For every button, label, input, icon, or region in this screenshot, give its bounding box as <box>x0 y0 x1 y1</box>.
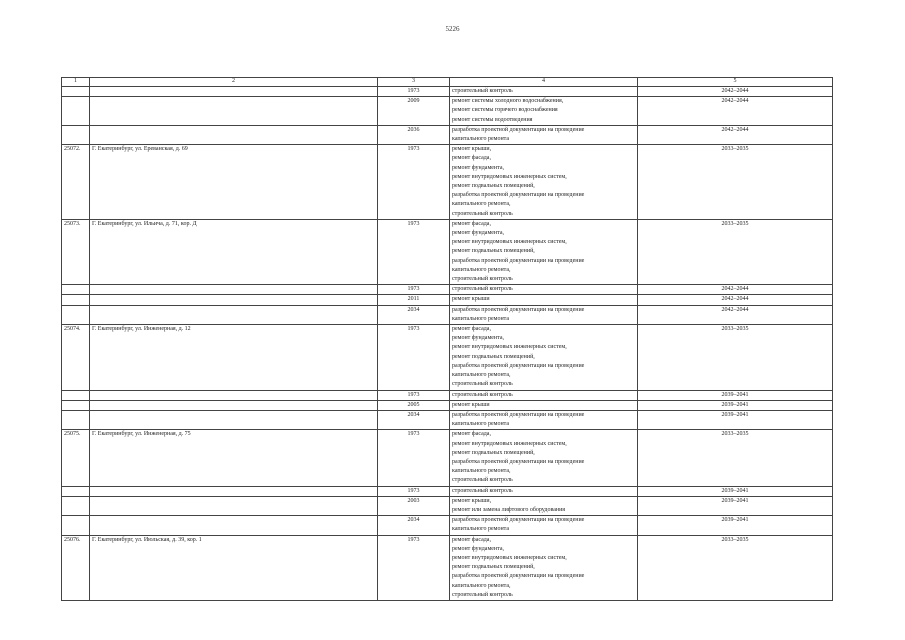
table-row-continuation <box>62 125 833 144</box>
header-cell-period: 5 <box>638 78 833 87</box>
table-row-building <box>62 219 833 284</box>
table-body <box>62 87 833 601</box>
table-row-continuation <box>62 390 833 400</box>
address-cell: Г. Екатеринбург, ул. Ереванская, д. 69 <box>90 145 378 220</box>
work-type-cell: ремонт крыши <box>450 400 638 410</box>
row-number-cell <box>62 390 90 400</box>
row-number-cell <box>62 516 90 535</box>
table-row-building <box>62 145 833 220</box>
year-cell: 2034 <box>378 305 450 324</box>
work-type-cell: ремонт системы холодного водоснабжения, ремонт системы горячего водоснабжения ремонт системы водоотведения <box>450 97 638 126</box>
year-cell: 2005 <box>378 400 450 410</box>
header-cell-year: 3 <box>378 78 450 87</box>
year-cell: 2034 <box>378 516 450 535</box>
table-row-continuation <box>62 496 833 515</box>
year-cell: 2003 <box>378 496 450 515</box>
period-cell: 2039–2041 <box>638 410 833 429</box>
row-number-cell <box>62 125 90 144</box>
row-number-cell: 25072. <box>62 145 90 220</box>
row-number-cell <box>62 410 90 429</box>
table-row-continuation <box>62 486 833 496</box>
year-cell: 1973 <box>378 430 450 486</box>
work-type-cell: разработка проектной документации на проведение капитального ремонта <box>450 516 638 535</box>
year-cell: 1973 <box>378 535 450 600</box>
period-cell: 2033–2035 <box>638 145 833 220</box>
address-cell <box>90 97 378 126</box>
work-type-cell: разработка проектной документации на проведение капитального ремонта <box>450 410 638 429</box>
header-cell-address: 2 <box>90 78 378 87</box>
work-type-cell: строительный контроль <box>450 87 638 97</box>
table-row-continuation <box>62 97 833 126</box>
table-row-continuation <box>62 305 833 324</box>
period-cell: 2042–2044 <box>638 295 833 305</box>
work-type-cell: ремонт крыши, ремонт фасада, ремонт фундамента, ремонт внутридомовых инженерных систем, ремонт подвальных помещений, разработка проектной документации на проведение капитального ремонта, строительный контроль <box>450 145 638 220</box>
repair-schedule-table <box>61 77 833 601</box>
year-cell: 2009 <box>378 97 450 126</box>
address-cell <box>90 305 378 324</box>
address-cell <box>90 295 378 305</box>
table-row-continuation <box>62 400 833 410</box>
header-cell-work: 4 <box>450 78 638 87</box>
address-cell <box>90 410 378 429</box>
period-cell: 2033–2035 <box>638 535 833 600</box>
work-type-cell: разработка проектной документации на проведение капитального ремонта <box>450 125 638 144</box>
address-cell <box>90 125 378 144</box>
period-cell: 2039–2041 <box>638 390 833 400</box>
header-row <box>62 78 833 87</box>
period-cell: 2039–2041 <box>638 516 833 535</box>
work-type-cell: ремонт крыши, ремонт или замена лифтового оборудования <box>450 496 638 515</box>
year-cell: 1973 <box>378 390 450 400</box>
table-row-continuation <box>62 410 833 429</box>
row-number-cell: 25076. <box>62 535 90 600</box>
row-number-cell <box>62 97 90 126</box>
page-number: 5226 <box>445 25 460 33</box>
address-cell <box>90 87 378 97</box>
address-cell <box>90 486 378 496</box>
row-number-cell <box>62 486 90 496</box>
period-cell: 2042–2044 <box>638 285 833 295</box>
table-row-building <box>62 325 833 390</box>
work-type-cell: ремонт фасада, ремонт фундамента, ремонт внутридомовых инженерных систем, ремонт подвальных помещений, разработка проектной документации на проведение капитального ремонта, строительный контроль <box>450 535 638 600</box>
work-type-cell: ремонт фасада, ремонт фундамента, ремонт внутридомовых инженерных систем, ремонт подвальных помещений, разработка проектной документации на проведение капитального ремонта, строительный контроль <box>450 219 638 284</box>
row-number-cell <box>62 87 90 97</box>
period-cell: 2033–2035 <box>638 219 833 284</box>
row-number-cell <box>62 295 90 305</box>
work-type-cell: строительный контроль <box>450 285 638 295</box>
year-cell: 1973 <box>378 285 450 295</box>
row-number-cell: 25073. <box>62 219 90 284</box>
table-row-building <box>62 430 833 486</box>
table-row-continuation <box>62 87 833 97</box>
row-number-cell: 25075. <box>62 430 90 486</box>
period-cell: 2042–2044 <box>638 125 833 144</box>
period-cell: 2039–2041 <box>638 496 833 515</box>
address-cell: Г. Екатеринбург, ул. Ильича, д. 71, кор. Д <box>90 219 378 284</box>
table-row-continuation <box>62 295 833 305</box>
address-cell: Г. Екатеринбург, ул. Июльская, д. 39, кор. 1 <box>90 535 378 600</box>
period-cell: 2039–2041 <box>638 486 833 496</box>
work-type-cell: ремонт крыши <box>450 295 638 305</box>
row-number-cell <box>62 285 90 295</box>
row-number-cell: 25074. <box>62 325 90 390</box>
year-cell: 2034 <box>378 410 450 429</box>
table-row-continuation <box>62 516 833 535</box>
year-cell: 2036 <box>378 125 450 144</box>
year-cell: 1973 <box>378 219 450 284</box>
address-cell: Г. Екатеринбург, ул. Инженерная, д. 12 <box>90 325 378 390</box>
address-cell <box>90 285 378 295</box>
address-cell: Г. Екатеринбург, ул. Инженерная, д. 75 <box>90 430 378 486</box>
period-cell: 2033–2035 <box>638 430 833 486</box>
period-cell: 2033–2035 <box>638 325 833 390</box>
row-number-cell <box>62 305 90 324</box>
table-row-building <box>62 535 833 600</box>
address-cell <box>90 496 378 515</box>
year-cell: 1973 <box>378 87 450 97</box>
work-type-cell: ремонт фасада, ремонт внутридомовых инженерных систем, ремонт подвальных помещений, разработка проектной документации на проведение капитального ремонта, строительный контроль <box>450 430 638 486</box>
period-cell: 2042–2044 <box>638 87 833 97</box>
address-cell <box>90 390 378 400</box>
work-type-cell: ремонт фасада, ремонт фундамента, ремонт внутридомовых инженерных систем, ремонт подвальных помещений, разработка проектной документации на проведение капитального ремонта, строительный контроль <box>450 325 638 390</box>
work-type-cell: строительный контроль <box>450 486 638 496</box>
period-cell: 2039–2041 <box>638 400 833 410</box>
year-cell: 1973 <box>378 486 450 496</box>
row-number-cell <box>62 496 90 515</box>
year-cell: 1973 <box>378 325 450 390</box>
period-cell: 2042–2044 <box>638 305 833 324</box>
row-number-cell <box>62 400 90 410</box>
address-cell <box>90 516 378 535</box>
work-type-cell: разработка проектной документации на проведение капитального ремонта <box>450 305 638 324</box>
period-cell: 2042–2044 <box>638 97 833 126</box>
address-cell <box>90 400 378 410</box>
year-cell: 2011 <box>378 295 450 305</box>
work-type-cell: строительный контроль <box>450 390 638 400</box>
year-cell: 1973 <box>378 145 450 220</box>
table-row-continuation <box>62 285 833 295</box>
header-cell-number: 1 <box>62 78 90 87</box>
